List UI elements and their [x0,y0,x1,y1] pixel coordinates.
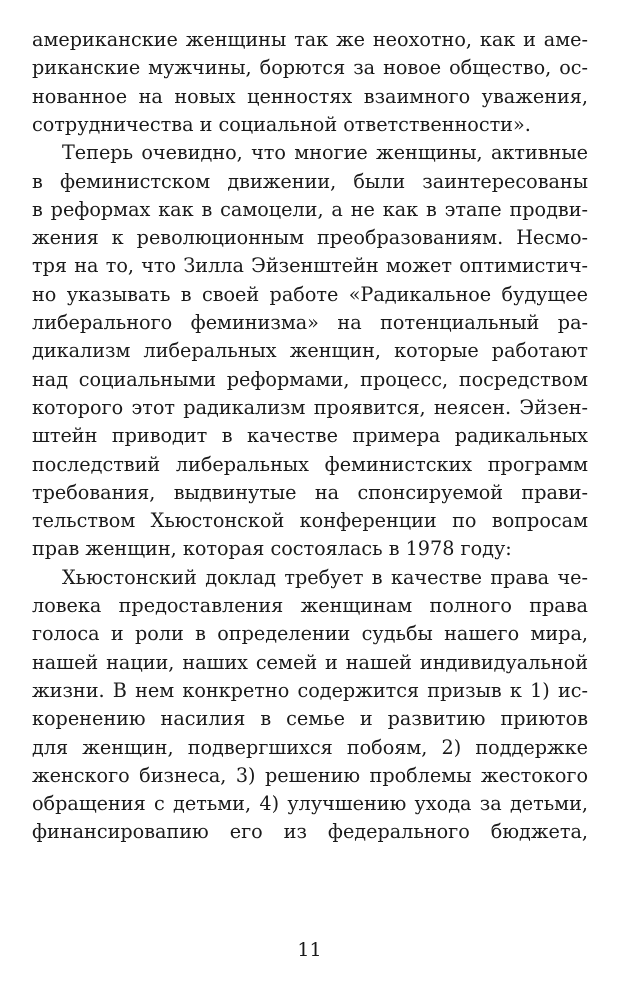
text-line: тря на то, что Зилла Эйзенштейн может оптимистич- [32,254,588,278]
quote-line: голоса и роли в определении судьбы нашего мира, [32,622,588,646]
quote-line: обращения с детьми, 4) улучшению ухода за детьми, [32,792,588,816]
quote-line: жизни. В нем конкретно содержится призыв к 1) ис- [32,678,588,702]
paragraph-first-line: Теперь очевидно, что многие женщины, активные [62,141,588,165]
text-line: либерального феминизма» на потенциальный ра- [32,311,588,334]
quote-line: для женщин, подвергшихся побоям, 2) поддержке [32,735,588,759]
text-line: штейн приводит в качестве примера радикальных [32,424,588,448]
quote-line: женского бизнеса, 3) решению проблемы жестокого [32,763,588,787]
text-line: сотрудничества и социальной ответственности». [32,112,531,136]
text-line: тельством Хьюстонской конференции по вопросам [32,509,588,533]
text-line: которого этот радикализм проявится, неясен. Эйзен- [32,395,588,419]
text-line: жения к революционным преобразованиям. Несмо- [32,226,588,250]
text-line: нованное на новых ценностях взаимного уважения, [32,84,588,108]
text-line: требования, выдвинутые на спонсируемой прави- [32,480,588,504]
quote-line: коренению насилия в семье и развитию приютов [32,707,588,731]
text-line: американские женщины так же неохотно, как и аме- [32,28,588,51]
text-line: в феминистском движении, были заинтересованы [32,169,588,193]
quote-first-line: Хьюстонский доклад требует в качестве права че- [62,565,588,589]
text-line: но указывать в своей работе «Радикальное будущее [32,282,588,306]
text-line: прав женщин, которая состоялась в 1978 году: [32,537,512,561]
quote-line: финансировапию его из федерального бюджета, [32,820,588,844]
page-number: 11 [297,939,322,961]
text-line: риканские мужчины, борются за новое общество, ос- [32,56,588,80]
text-line: над социальными реформами, процесс, посредством [32,367,588,391]
text-line: в реформах как в самоцели, а не как в этапе продви- [32,197,588,221]
text-line: дикализм либеральных женщин, которые работают [32,339,588,363]
quote-line: нашей нации, наших семей и нашей индивидуальной [32,650,588,674]
quote-line: ловека предоставления женщинам полного права [32,594,588,617]
text-line: последствий либеральных феминистских программ [32,452,588,476]
